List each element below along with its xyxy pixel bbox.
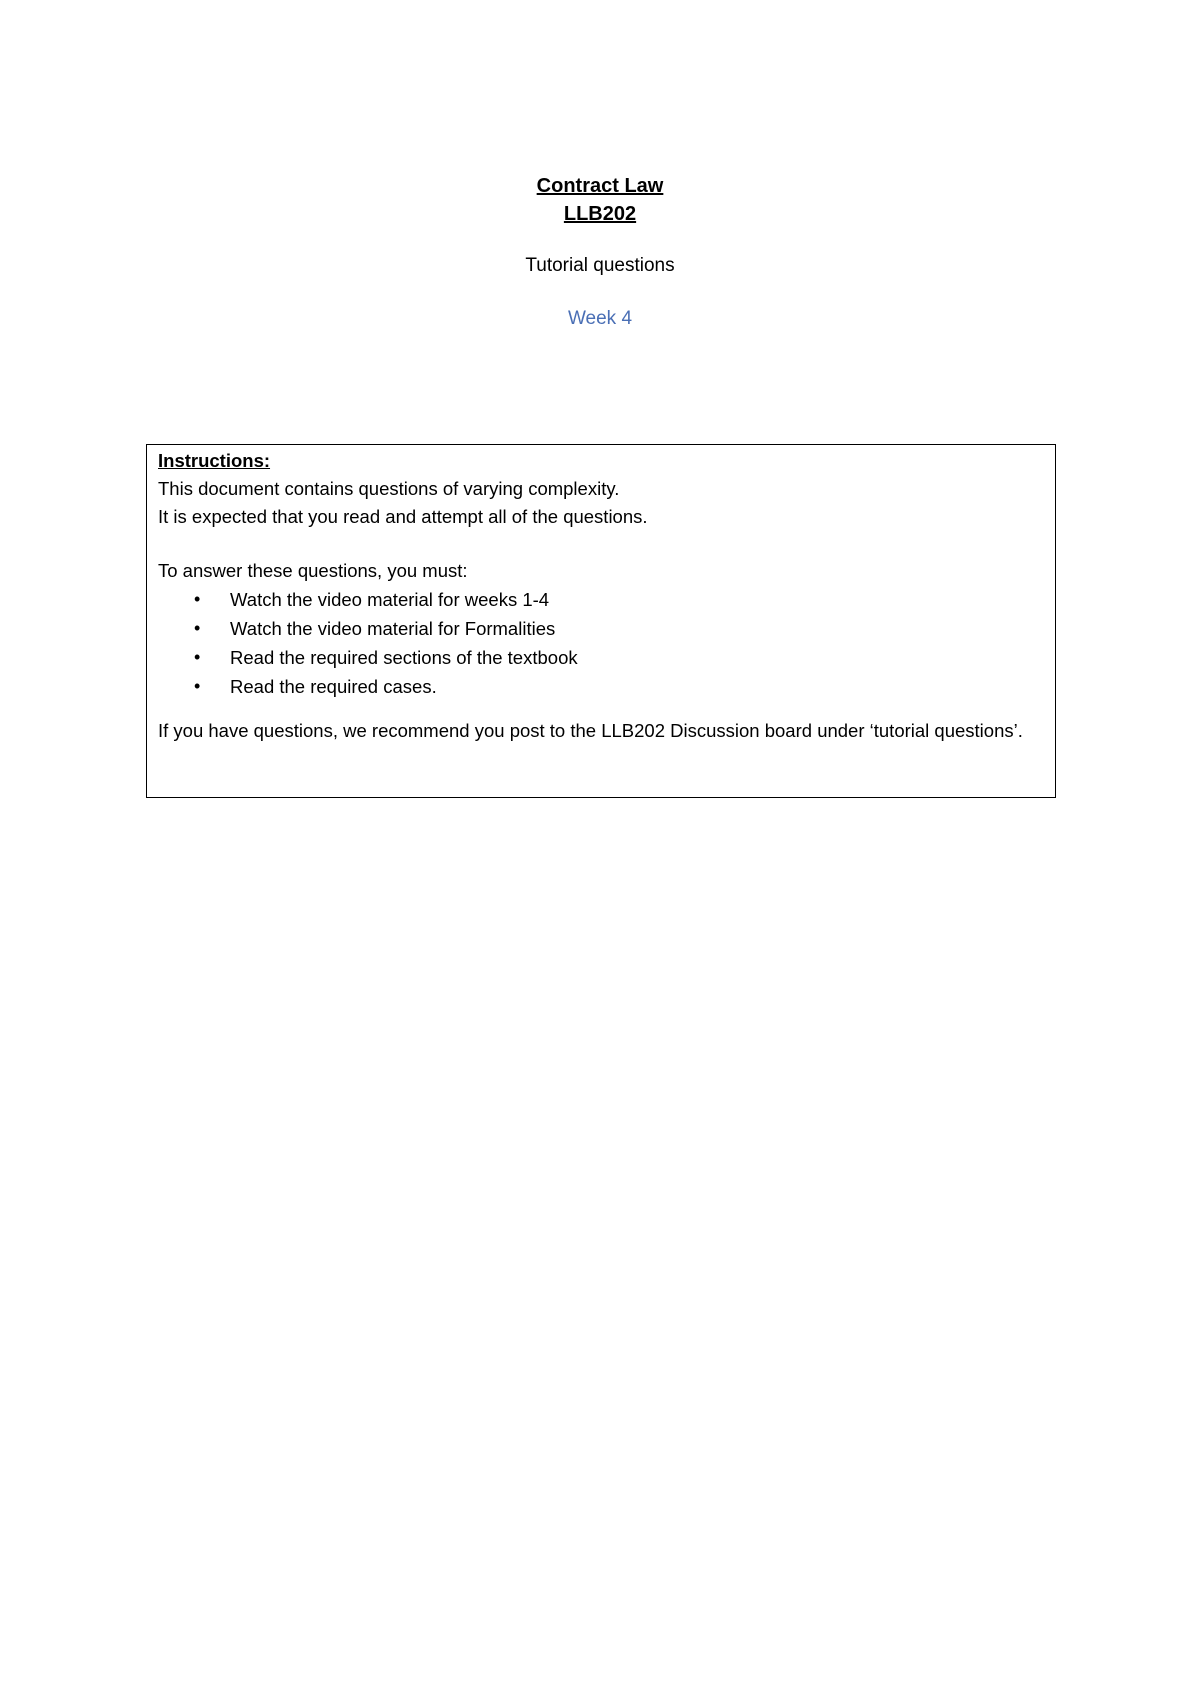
list-item xyxy=(158,585,1045,614)
instructions-intro: To answer these questions, you must: xyxy=(158,560,468,581)
bullet-icon: • xyxy=(194,618,201,638)
document-subtitle: Tutorial questions xyxy=(525,255,675,276)
requirements-list xyxy=(158,585,1045,701)
week-label: Week 4 xyxy=(567,308,633,329)
bullet-icon: • xyxy=(194,676,201,696)
course-code: LLB202 xyxy=(563,203,637,225)
document-title: Contract Law xyxy=(536,175,664,197)
list-item-text: Read the required sections of the textbook xyxy=(230,647,578,668)
instructions-heading: Instructions: xyxy=(158,450,271,471)
bullet-icon: • xyxy=(194,589,201,609)
list-item-text: Watch the video material for weeks 1-4 xyxy=(230,589,550,610)
week-block xyxy=(0,305,1200,333)
spacer xyxy=(158,531,1045,557)
list-item xyxy=(158,614,1045,643)
instructions-line-1: This document contains questions of varying complexity. xyxy=(158,478,620,499)
bullet-icon: • xyxy=(194,647,201,667)
subtitle-block xyxy=(0,252,1200,280)
list-item-text: Read the required cases. xyxy=(230,676,437,697)
instructions-line-2: It is expected that you read and attempt all of the questions. xyxy=(158,506,648,527)
instructions-box xyxy=(146,444,1056,798)
list-item-text: Watch the video material for Formalities xyxy=(230,618,556,639)
document-title-block xyxy=(0,172,1200,228)
list-item xyxy=(158,643,1045,672)
instructions-closing: If you have questions, we recommend you post to the LLB202 Discussion board under ‘tutorial questions’. xyxy=(158,720,1023,741)
list-item xyxy=(158,672,1045,701)
